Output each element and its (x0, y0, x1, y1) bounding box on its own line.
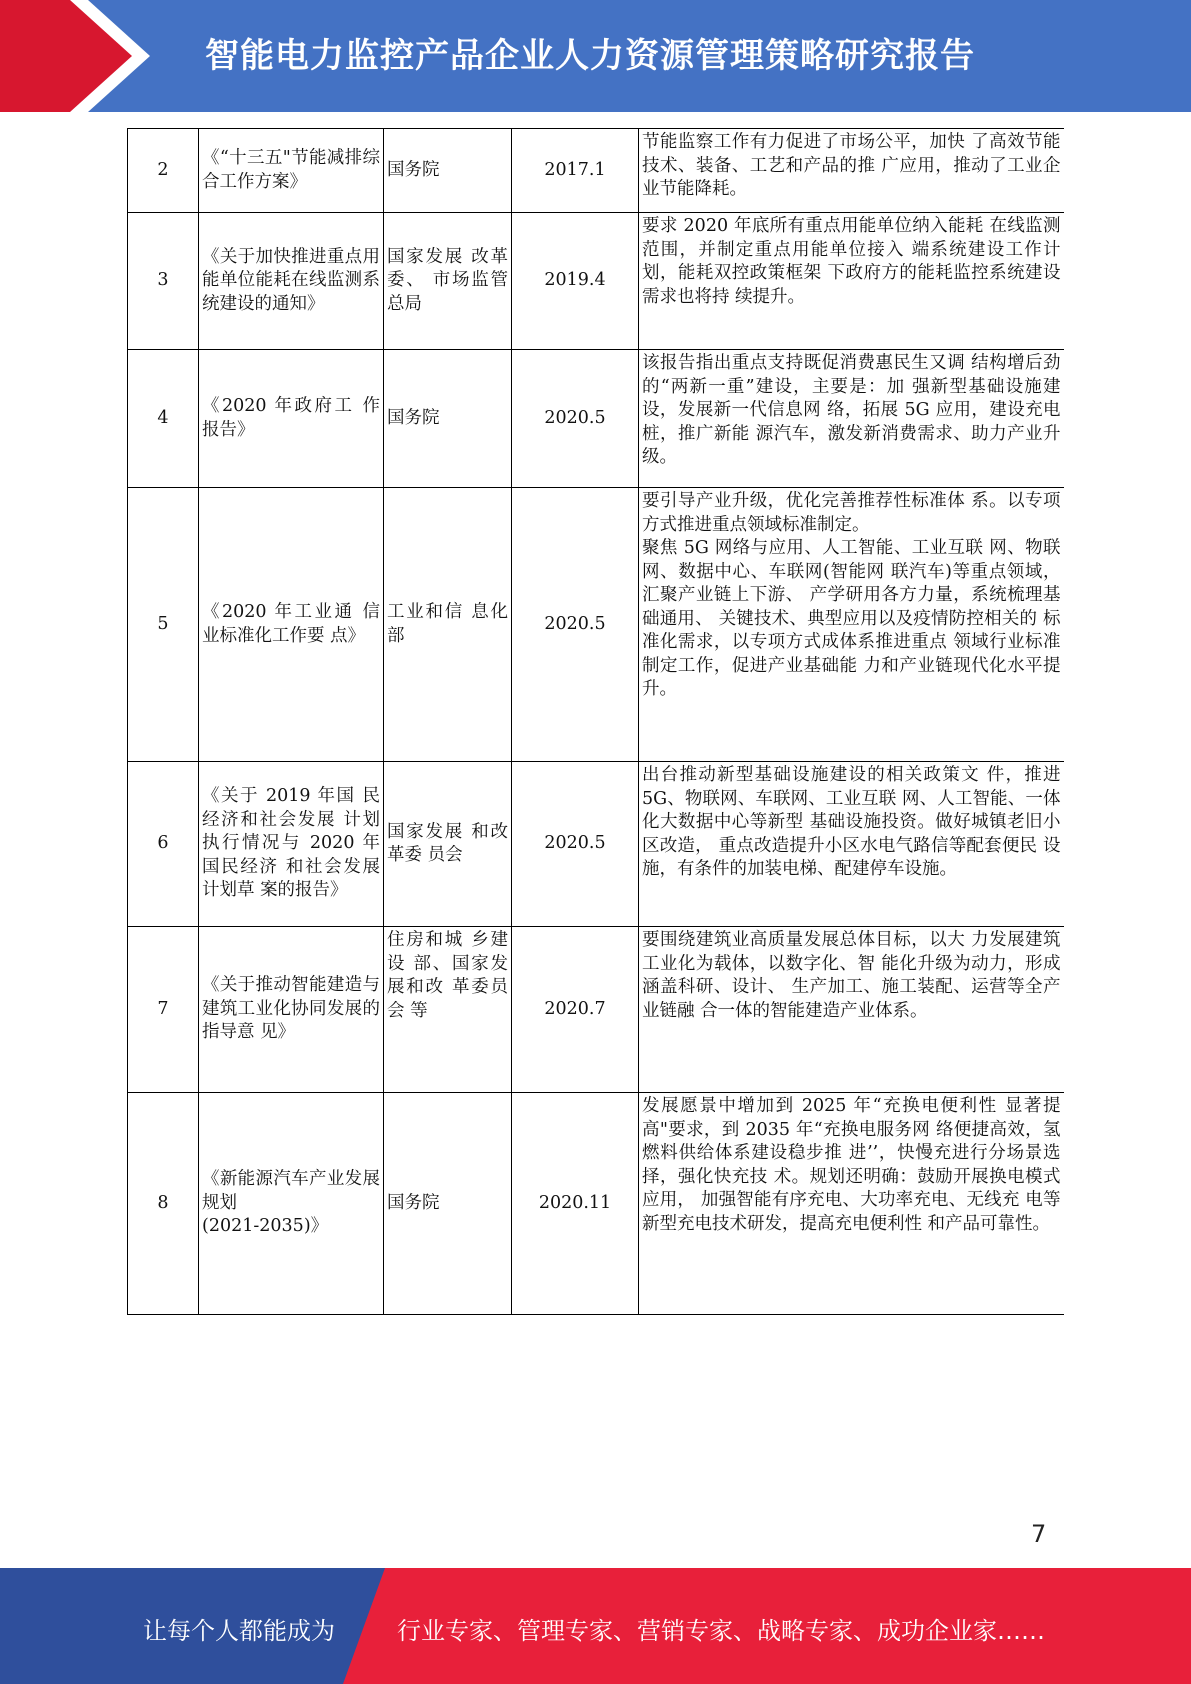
policy-name: 《关于 2019 年国 民经济和社会发展 计划执行情况与 2020 年国民经济 和社会发展计划草 案的报告》 (199, 762, 384, 927)
header-arrow-decoration (0, 0, 160, 112)
issuing-body: 国务院 (384, 1093, 512, 1315)
issuing-body: 国务院 (384, 350, 512, 488)
footer-slogan-right: 行业专家、管理专家、营销专家、战略专家、成功企业家…… (397, 1617, 1045, 1645)
header-red-arrow (0, 0, 132, 112)
table-row (128, 350, 1064, 488)
row-number: 4 (128, 350, 199, 488)
issue-date: 2019.4 (512, 213, 639, 350)
page-number: 7 (1031, 1520, 1047, 1548)
policy-description: 要求 2020 年底所有重点用能单位纳入能耗 在线监测范围，并制定重点用能单位接入 端系统建设工作计划，能耗双控政策框架 下政府方的能耗监控系统建设需求也将持 续提升。 (639, 213, 1064, 350)
issuing-body: 工业和信 息化部 (384, 488, 512, 762)
policy-description: 该报告指出重点支持既促消费惠民生又调 结构增后劲的“两新一重”建设，主要是：加 强新型基础设施建设，发展新一代信息网 络，拓展 5G 应用，建设充电桩，推广新能 源汽车，激发新消费需求、助力产业升级。 (639, 350, 1064, 488)
policy-description: 要围绕建筑业高质量发展总体目标，以大 力发展建筑工业化为载体，以数字化、智 能化升级为动力，形成涵盖科研、设计、 生产加工、施工装配、运营等全产业链融 合一体的智能建造产业体系。 (639, 927, 1064, 1093)
issuing-body: 国务院 (384, 129, 512, 213)
row-number: 8 (128, 1093, 199, 1315)
policy-name: 《关于加快推进重点用能单位能耗在线监测系统建设的通知》 (199, 213, 384, 350)
table-row (128, 927, 1064, 1093)
table-row (128, 762, 1064, 927)
policy-description: 发展愿景中增加到 2025 年“充换电便利性 显著提高"要求，到 2035 年“充换电服务网 络便捷高效，氢燃料供给体系建设稳步推 进’’，快慢充进行分场景选择，强化快充技 术。规划还明确：鼓励开展换电模式应用， 加强智能有序充电、大功率充电、无线充 电等新型充电技术研发，提高充电便利性 和产品可靠性。 (639, 1093, 1064, 1315)
page-footer (0, 1568, 1191, 1684)
table-row (128, 213, 1064, 350)
issue-date: 2020.5 (512, 762, 639, 927)
issuing-body: 国家发展 改革委、 市场监管 总局 (384, 213, 512, 350)
issue-date: 2017.1 (512, 129, 639, 213)
policy-description: 出台推动新型基础设施建设的相关政策文 件，推进 5G、物联网、车联网、工业互联 网、人工智能、一体化大数据中心等新型 基础设施投资。做好城镇老旧小区改造， 重点改造提升小区水电气路信等配套便民 设施，有条件的加装电梯、配建停车设施。 (639, 762, 1064, 927)
row-number: 6 (128, 762, 199, 927)
issue-date: 2020.5 (512, 488, 639, 762)
issue-date: 2020.11 (512, 1093, 639, 1315)
policy-table (127, 128, 1064, 1315)
table-row (128, 129, 1064, 213)
policy-name: 《2020 年工业通 信业标准化工作要 点》 (199, 488, 384, 762)
row-number: 7 (128, 927, 199, 1093)
policy-description: 要引导产业升级，优化完善推荐性标准体 系。以专项方式推进重点领域标准制定。 聚焦 5G 网络与应用、人工智能、工业互联 网、物联网、数据中心、车联网(智能网 联汽车)等重点领域，汇聚产业链上下游、 产学研用各方力量，系统梳理基础通用、 关键技术、典型应用以及疫情防控相关的 标准化需求，以专项方式成体系推进重点 领域行业标准制定工作，促进产业基础能 力和产业链现代化水平提升。 (639, 488, 1064, 762)
table-row (128, 488, 1064, 762)
report-title: 智能电力监控产品企业人力资源管理策略研究报告 (205, 36, 975, 76)
table-row (128, 1093, 1064, 1315)
row-number: 2 (128, 129, 199, 213)
row-number: 5 (128, 488, 199, 762)
footer-slogan-left: 让每个人都能成为 (143, 1617, 335, 1645)
policy-description: 节能监察工作有力促进了市场公平，加快 了高效节能技术、装备、工艺和产品的推 广应用，推动了工业企业节能降耗。 (639, 129, 1064, 213)
policy-name: 《新能源汽车产业发展规划 (2021-2035)》 (199, 1093, 384, 1315)
row-number: 3 (128, 213, 199, 350)
policy-name: 《关于推动智能建造与建筑工业化协同发展的指导意 见》 (199, 927, 384, 1093)
issue-date: 2020.7 (512, 927, 639, 1093)
page-header (0, 0, 1191, 112)
policy-name: 《“十三五"节能减排综合工作方案》 (199, 129, 384, 213)
issuing-body: 住房和城 乡建设 部、国家发展和改 革委员会 等 (384, 927, 512, 1093)
policy-name: 《2020 年政府工 作报告》 (199, 350, 384, 488)
issue-date: 2020.5 (512, 350, 639, 488)
issuing-body: 国家发展 和改革委 员会 (384, 762, 512, 927)
